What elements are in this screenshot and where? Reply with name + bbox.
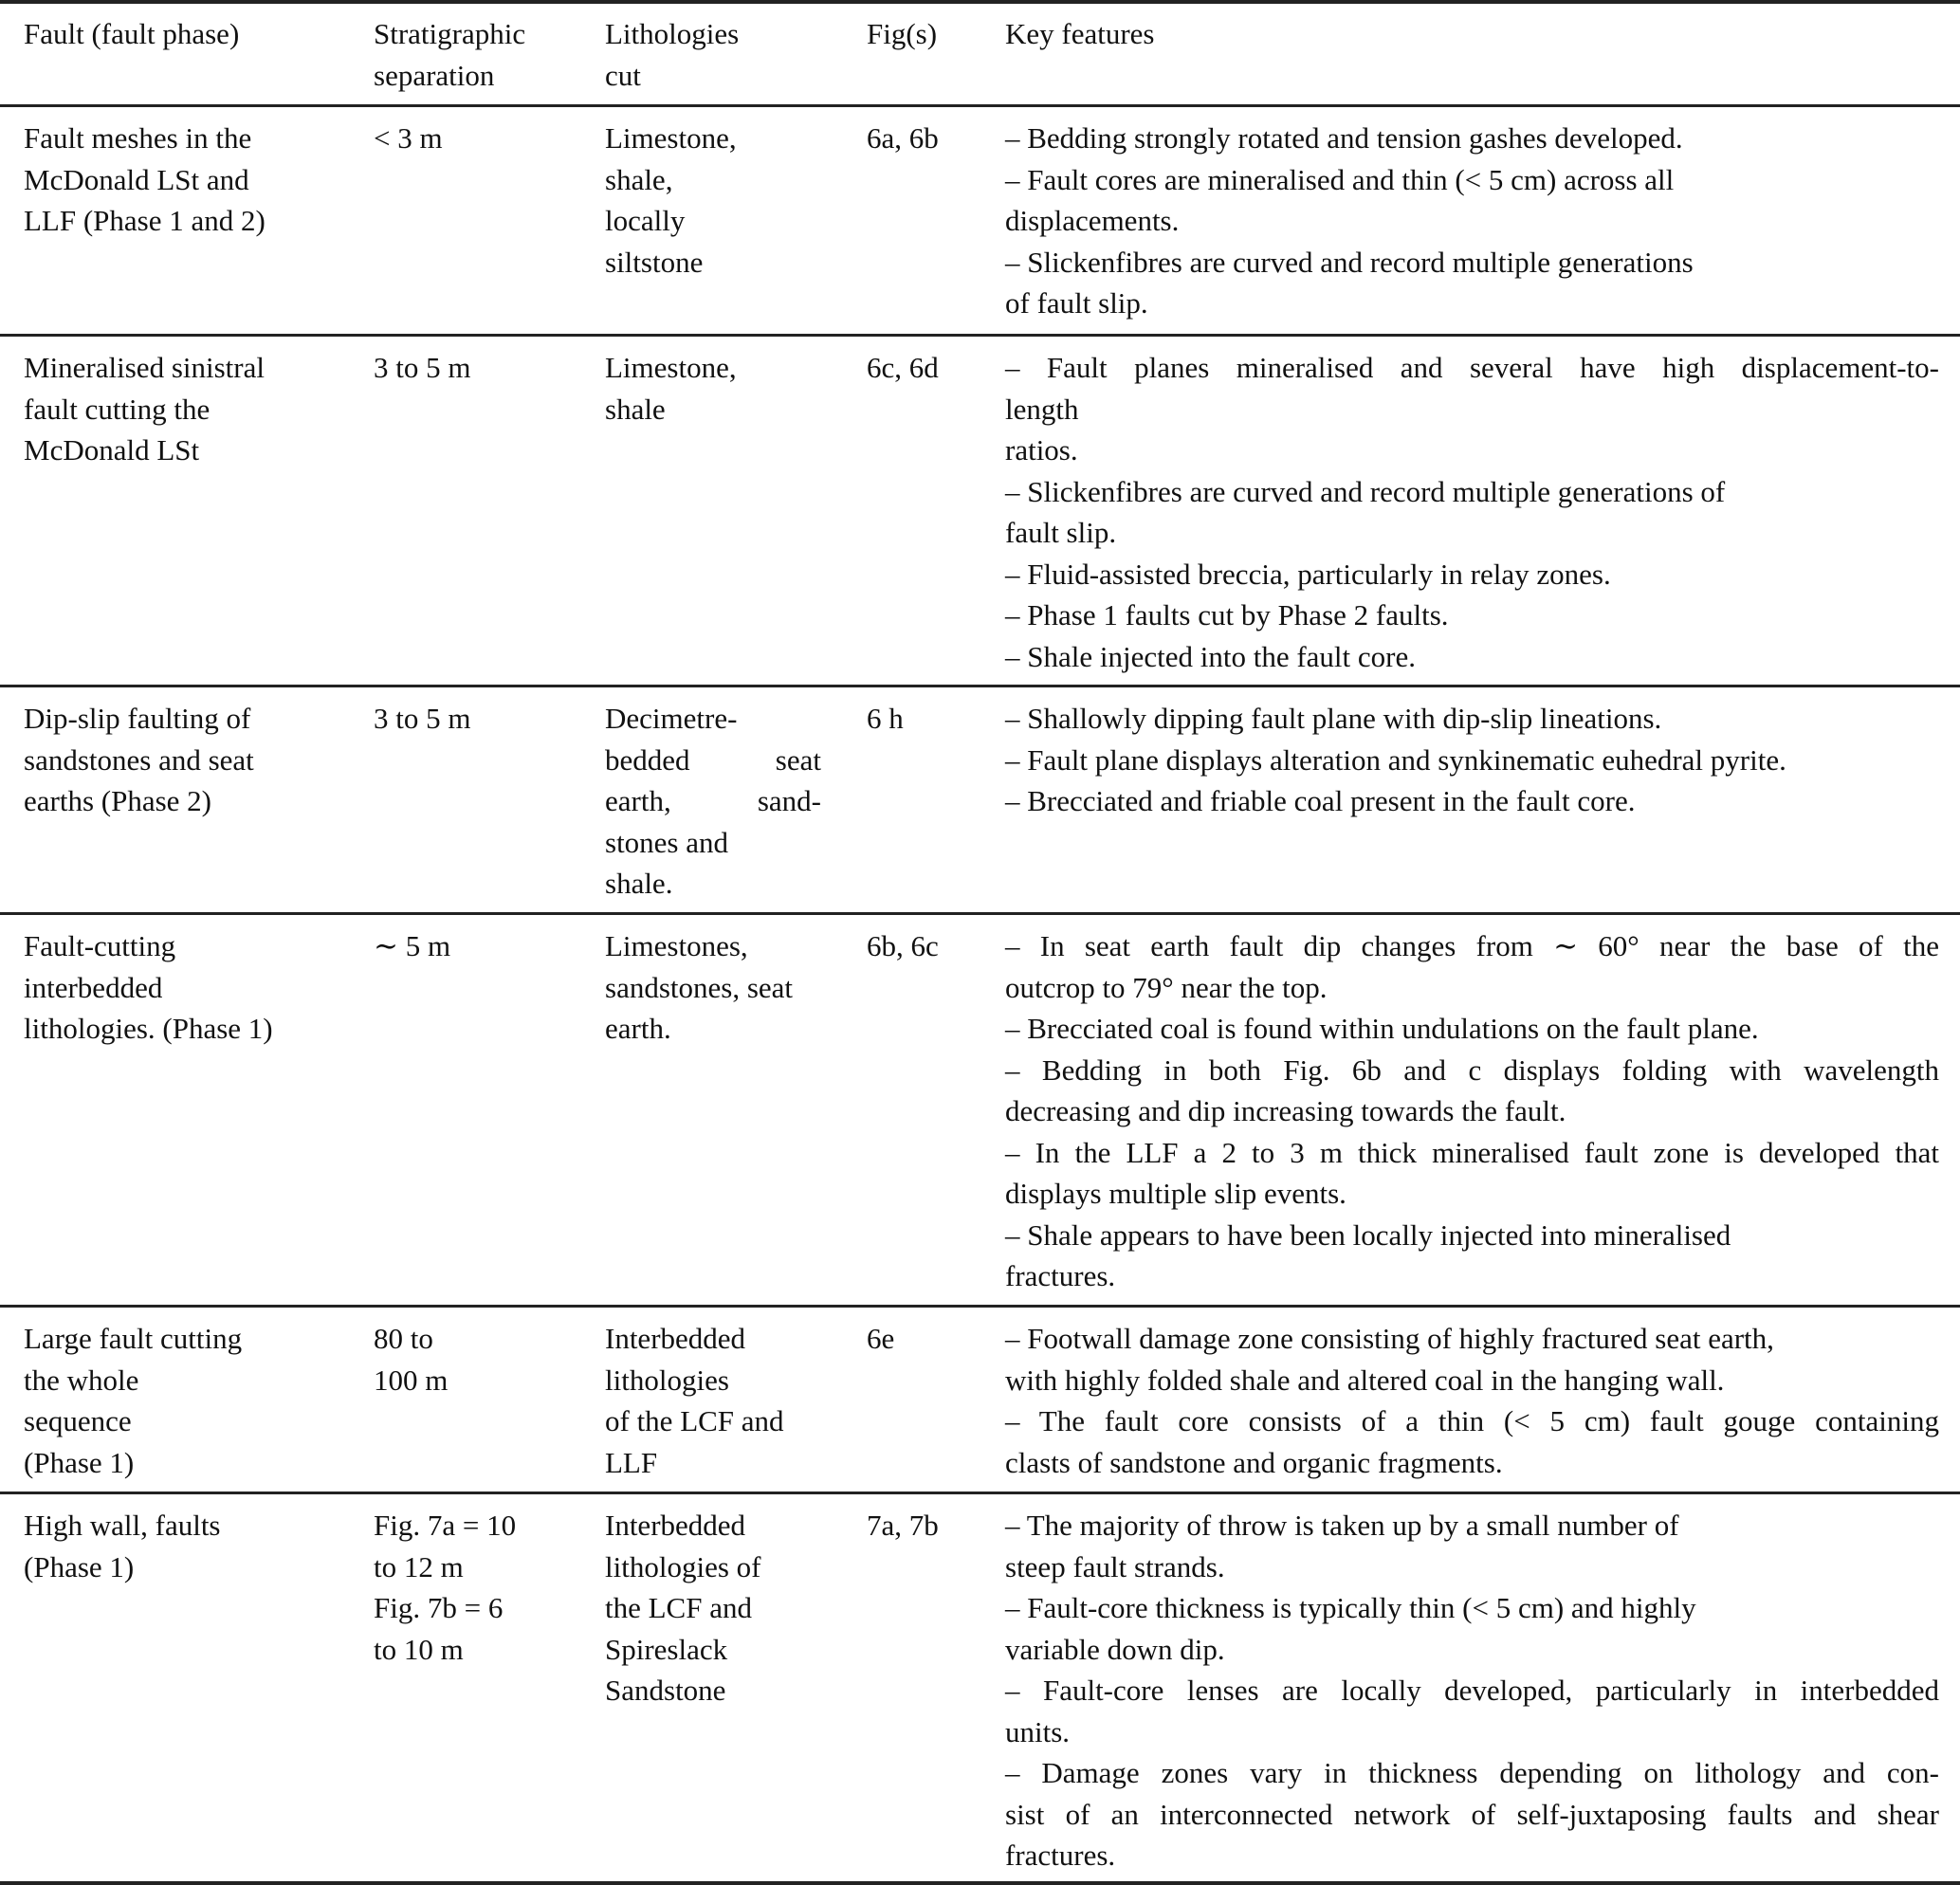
key-features-line: – Shale appears to have been locally injected into mineralised [1005, 1217, 1731, 1252]
header-lithologies [605, 13, 739, 96]
header-separation [374, 13, 525, 96]
header-features-line: Key features [1005, 17, 1155, 50]
stratigraphic-separation [374, 698, 470, 740]
fault-name-line: (Phase 1) [24, 1445, 135, 1479]
fault-name-line: Large fault cutting [24, 1322, 243, 1355]
stratigraphic-separation [374, 118, 443, 159]
fault-name-line: Fault meshes in the [24, 121, 252, 155]
lithologies-cut-line: stones and [605, 825, 729, 859]
key-features [1005, 347, 1939, 677]
stratigraphic-separation [374, 925, 450, 967]
fault-name-line: Dip-slip faulting of [24, 702, 251, 735]
lithologies-cut [605, 925, 793, 1050]
fault-name-line: (Phase 1) [24, 1549, 135, 1583]
figure-refs: 6b, 6c [867, 929, 939, 962]
stratigraphic-separation [374, 1505, 516, 1670]
key-features-line: displays multiple slip events. [1005, 1177, 1346, 1210]
stratigraphic-separation [374, 347, 470, 389]
key-features-line: of fault slip. [1005, 286, 1148, 320]
lithologies-cut-line: earth, sand- [605, 784, 821, 817]
key-features-line: – Slickenfibres are curved and record multiple generations of [1005, 474, 1726, 508]
stratigraphic-separation-line: ∼ 5 m [374, 929, 451, 962]
header-rule [0, 104, 1960, 107]
fault-name-line: interbedded [24, 970, 163, 1004]
lithologies-cut-line: siltstone [605, 245, 704, 279]
fault-name-line: lithologies. (Phase 1) [24, 1012, 273, 1045]
stratigraphic-separation-line: 3 to 5 m [374, 351, 471, 384]
fault-name-line: Fault-cutting [24, 929, 176, 962]
fault-name-line: sandstones and seat [24, 742, 254, 777]
key-features-line: ratios. [1005, 433, 1078, 467]
key-features-line: length [1005, 392, 1079, 426]
header-fault-line: Fault (fault phase) [24, 17, 240, 50]
fault-name-line: sequence [24, 1404, 132, 1437]
figure-refs: 7a, 7b [867, 1509, 939, 1542]
key-features [1005, 925, 1939, 1297]
key-features-line: variable down dip. [1005, 1632, 1225, 1666]
key-features-line: – Fault-core thickness is typically thin (< 5 cm) and highly [1005, 1591, 1696, 1624]
header-features [1005, 13, 1939, 55]
lithologies-cut-line: the LCF and [605, 1591, 752, 1624]
stratigraphic-separation-line: 100 m [374, 1363, 449, 1397]
lithologies-cut-line: Limestone, [605, 351, 737, 384]
lithologies-cut-line: LLF [605, 1445, 658, 1479]
fault-name-line: McDonald LSt [24, 433, 200, 467]
fault-name [24, 1318, 242, 1483]
key-features-line: with highly folded shale and altered coal in the hanging wall. [1005, 1363, 1725, 1397]
stratigraphic-separation-line: to 10 m [374, 1632, 464, 1666]
lithologies-cut [605, 118, 737, 283]
lithologies-cut-line: of the LCF and [605, 1404, 784, 1437]
key-features-line: – Shale injected into the fault core. [1005, 639, 1416, 673]
lithologies-cut-line: shale. [605, 867, 673, 900]
key-features-line: – In seat earth fault dip changes from ∼ 60° near the base of the [1005, 929, 1939, 962]
key-features-line: – Fault cores are mineralised and thin (< 5 cm) across all [1005, 162, 1675, 196]
header-separation-line: Stratigraphic [374, 17, 526, 50]
key-features-line: – Slickenfibres are curved and record multiple generations [1005, 245, 1694, 279]
lithologies-cut [605, 1505, 760, 1711]
lithologies-cut-line: Interbedded [605, 1509, 746, 1542]
key-features-line: – Damage zones vary in thickness depending on lithology and con- [1005, 1756, 1939, 1789]
row-rule [0, 685, 1960, 687]
lithologies-cut-line: sandstones, seat [605, 970, 794, 1004]
key-features-line: steep fault strands. [1005, 1549, 1225, 1583]
key-features-line: – Bedding in both Fig. 6b and c displays folding with wavelength [1005, 1052, 1939, 1087]
figure-refs: 6a, 6b [867, 121, 939, 155]
key-features-line: – Fault planes mineralised and several have high displacement-to- [1005, 351, 1939, 384]
lithologies-cut-line: Decimetre- [605, 702, 738, 735]
lithologies-cut-line: earth. [605, 1012, 671, 1045]
header-separation-line: separation [374, 58, 495, 92]
stratigraphic-separation-line: to 12 m [374, 1549, 464, 1583]
fault-name [24, 1505, 221, 1587]
fault-name-line: fault cutting the [24, 392, 211, 426]
stratigraphic-separation-line: < 3 m [374, 121, 443, 155]
lithologies-cut-line: lithologies of [605, 1549, 761, 1583]
key-features-line: displacements. [1005, 204, 1180, 237]
stratigraphic-separation-line: Fig. 7b = 6 [374, 1591, 504, 1624]
lithologies-cut-line: Interbedded [605, 1322, 746, 1355]
fault-name-line: High wall, faults [24, 1509, 221, 1542]
figure-refs: 6c, 6d [867, 351, 939, 384]
key-features-line: clasts of sandstone and organic fragments. [1005, 1445, 1503, 1479]
fault-name [24, 925, 273, 1050]
key-features-line: sist of an interconnected network of self-juxtaposing faults and shear [1005, 1797, 1939, 1831]
lithologies-cut [605, 1318, 784, 1483]
key-features-line: – Fluid-assisted breccia, particularly in relay zones. [1005, 557, 1611, 591]
key-features-line: outcrop to 79° near the top. [1005, 970, 1328, 1004]
fault-name-line: Mineralised sinistral [24, 351, 265, 384]
key-features-line: – Brecciated and friable coal present in the fault core. [1005, 784, 1636, 817]
key-features-line: decreasing and dip increasing towards the fault. [1005, 1094, 1566, 1127]
key-features [1005, 1318, 1939, 1483]
row-rule [0, 334, 1960, 337]
lithologies-cut-line: Sandstone [605, 1674, 726, 1707]
lithologies-cut [605, 698, 821, 905]
key-features [1005, 1505, 1939, 1876]
table-top-rule [0, 0, 1960, 4]
header-fault [24, 13, 239, 55]
key-features-line: – Fault-core lenses are locally developed, particularly in interbedded [1005, 1674, 1939, 1707]
key-features-line: – Shallowly dipping fault plane with dip-slip lineations. [1005, 702, 1662, 735]
lithologies-cut-line: Limestone, [605, 121, 737, 155]
fault-name [24, 118, 266, 242]
key-features-line: – Brecciated coal is found within undulations on the fault plane. [1005, 1012, 1759, 1045]
lithologies-cut-line: bedded seat [605, 742, 821, 777]
stratigraphic-separation-line: Fig. 7a = 10 [374, 1509, 517, 1542]
table-bottom-rule [0, 1881, 1960, 1885]
figure-refs: 6e [867, 1322, 895, 1355]
lithologies-cut [605, 347, 737, 430]
fault-name [24, 347, 265, 471]
key-features-line: – The majority of throw is taken up by a small number of [1005, 1509, 1679, 1542]
row-rule [0, 1305, 1960, 1308]
fault-name-line: the whole [24, 1363, 139, 1397]
key-features-line: – The fault core consists of a thin (< 5 cm) fault gouge containing [1005, 1404, 1939, 1437]
stratigraphic-separation-line: 80 to [374, 1322, 433, 1355]
key-features-line: – Footwall damage zone consisting of highly fractured seat earth, [1005, 1322, 1774, 1355]
key-features-line: – Fault plane displays alteration and synkinematic euhedral pyrite. [1005, 742, 1786, 777]
key-features-line: units. [1005, 1714, 1071, 1748]
key-features-line: – Bedding strongly rotated and tension gashes developed. [1005, 121, 1683, 155]
fault-name-line: earths (Phase 2) [24, 784, 211, 817]
header-figs [867, 13, 937, 55]
lithologies-cut-line: lithologies [605, 1363, 729, 1397]
header-lithologies-line: cut [605, 58, 641, 92]
lithologies-cut-line: Limestones, [605, 929, 748, 962]
key-features-line: – In the LLF a 2 to 3 m thick mineralised fault zone is developed that [1005, 1135, 1939, 1169]
key-features [1005, 118, 1939, 324]
lithologies-cut-line: shale [605, 392, 666, 426]
fault-name-line: LLF (Phase 1 and 2) [24, 204, 266, 237]
fault-name [24, 698, 254, 822]
key-features-line: – Phase 1 faults cut by Phase 2 faults. [1005, 598, 1449, 631]
stratigraphic-separation [374, 1318, 448, 1400]
key-features-line: fractures. [1005, 1259, 1116, 1292]
key-features-line: fractures. [1005, 1839, 1116, 1872]
row-rule [0, 1492, 1960, 1494]
lithologies-cut-line: shale, [605, 162, 673, 196]
stratigraphic-separation-line: 3 to 5 m [374, 702, 471, 735]
fault-name-line: McDonald LSt and [24, 162, 249, 196]
figure-refs: 6 h [867, 702, 904, 735]
key-features-line: fault slip. [1005, 516, 1117, 549]
header-figs-line: Fig(s) [867, 17, 938, 50]
lithologies-cut-line: locally [605, 204, 686, 237]
key-features [1005, 698, 1939, 822]
lithologies-cut-line: Spireslack [605, 1632, 728, 1666]
header-lithologies-line: Lithologies [605, 17, 740, 50]
row-rule [0, 912, 1960, 915]
